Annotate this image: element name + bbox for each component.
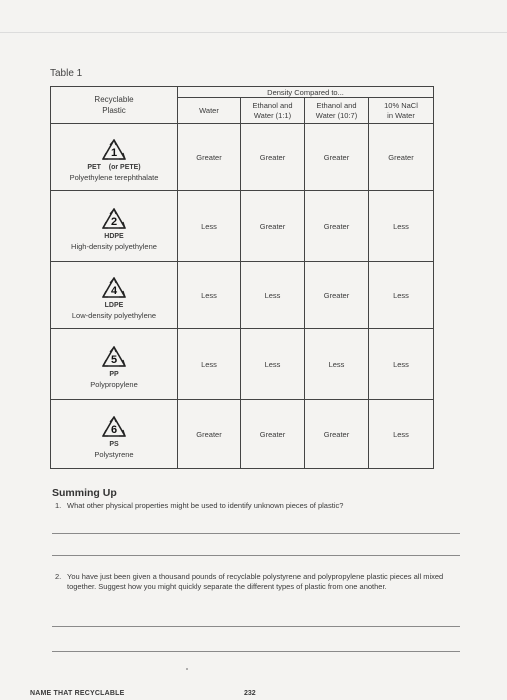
speck [186,668,188,670]
footer-title: NAME THAT RECYCLABLE [30,690,125,697]
plastic-abbr: HDPE [104,233,124,240]
row-header-line2: Plastic [102,106,126,115]
plastic-abbr: PET [87,164,101,171]
recycle-symbol-icon [101,207,127,231]
density-cell: Less [369,329,434,400]
plastic-name: Polyethylene terephthalate [69,173,159,182]
density-cell: Greater [241,191,305,262]
density-cell: Less [369,400,434,469]
question-1-text: What other physical properties might be used to identify unknown pieces of plastic? [67,501,344,510]
density-cell: Less [178,191,241,262]
density-table [50,86,434,469]
answer-line [52,555,460,556]
density-cell: Less [178,329,241,400]
question-2 [55,572,450,592]
resin-code: 5 [110,354,118,366]
table-row [51,329,434,400]
density-cell: Less [369,191,434,262]
resin-code: 4 [110,285,118,297]
row-header [51,87,178,124]
plastic-name: Polystyrene [94,450,134,459]
table-caption: Table 1 [50,68,83,79]
table-row [51,124,434,191]
recycle-symbol-icon [101,345,127,369]
plastic-abbr: PP [109,371,119,378]
resin-code: 1 [110,147,118,159]
column-header-ethanol-10-7 [305,98,369,124]
question-1-number: 1. [55,501,62,510]
question-1 [55,501,455,510]
plastic-abbr: LDPE [104,302,124,309]
plastic-cell [51,124,178,191]
density-cell: Greater [369,124,434,191]
density-cell: Less [241,262,305,329]
density-cell: Greater [305,124,369,191]
recycle-symbol-icon [101,138,127,162]
column-header-line1: Water [199,105,219,115]
resin-code: 6 [110,424,118,436]
column-header-water [178,98,241,124]
top-rule [0,32,507,33]
column-header-line2: Water (1:1) [253,110,292,120]
density-cell: Greater [241,400,305,469]
plastic-cell [51,191,178,262]
plastic-abbr-extra: (or PETE) [108,164,141,171]
abbr-line [51,164,177,171]
page-number: 232 [244,690,256,697]
density-cell: Greater [305,191,369,262]
recycle-symbol-icon [101,415,127,439]
density-cell: Greater [178,124,241,191]
answer-line [52,533,460,534]
plastic-name: Polypropylene [90,380,138,389]
density-cell: Greater [305,262,369,329]
density-cell: Greater [241,124,305,191]
plastic-name: High-density polyethylene [71,242,157,251]
density-cell: Greater [178,400,241,469]
column-header-line1: Ethanol and [316,100,357,110]
plastic-cell [51,329,178,400]
question-2-number: 2. [55,572,62,581]
table-row [51,400,434,469]
column-header-nacl [369,98,434,124]
density-cell: Less [178,262,241,329]
column-header-line2: Water (10:7) [315,110,358,120]
column-header-line2: in Water [387,110,415,120]
column-header-line1: Ethanol and [252,100,293,110]
density-cell: Greater [305,400,369,469]
plastic-cell [51,400,178,469]
question-2-text: You have just been given a thousand pounds of recyclable polystyrene and polypropylene plastic pieces all mixed together. Suggest how you might quickly separate the different types of plastic from one another. [67,572,444,591]
plastic-abbr: PS [109,441,119,448]
density-cell: Less [369,262,434,329]
recycle-symbol-icon [101,276,127,300]
group-header: Density Compared to... [178,87,434,98]
answer-line [52,626,460,627]
answer-line [52,651,460,652]
table-row [51,191,434,262]
column-header-ethanol-1-1 [241,98,305,124]
table-row [51,262,434,329]
column-header-line1: 10% NaCl [384,100,418,110]
resin-code: 2 [110,216,118,228]
summing-up-title: Summing Up [52,487,117,499]
plastic-cell [51,262,178,329]
density-cell: Less [305,329,369,400]
row-header-line1: Recyclable [94,95,134,104]
density-cell: Less [241,329,305,400]
plastic-name: Low-density polyethylene [71,311,157,320]
